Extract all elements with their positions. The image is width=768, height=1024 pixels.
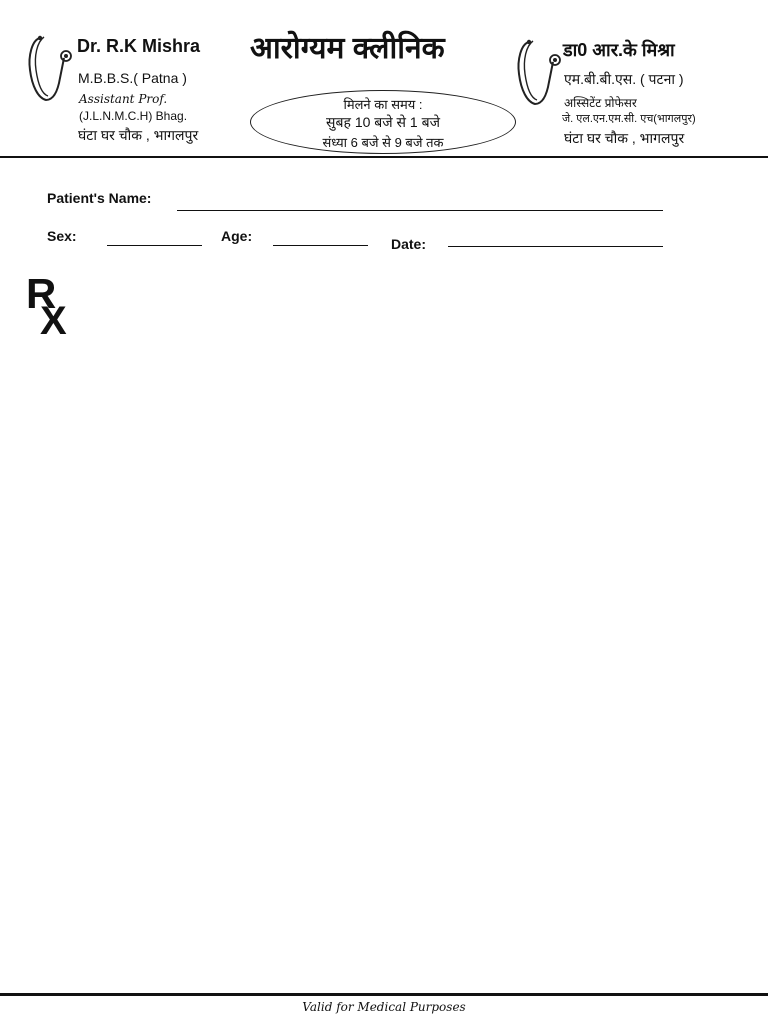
clinic-address-right: घंटा घर चौक , भागलपुर xyxy=(564,130,685,146)
doctor-degree-hindi: एम.बी.बी.एस. ( पटना ) xyxy=(564,71,684,87)
rx-symbol xyxy=(26,272,86,338)
clinic-title: आरोग्यम क्लीनिक xyxy=(250,32,445,65)
doctor-name-hindi: डा0 आर.के मिश्रा xyxy=(563,40,675,60)
timing-oval xyxy=(250,90,516,154)
stethoscope-icon-right xyxy=(515,38,565,110)
timing-morning: सुबह 10 बजे से 1 बजे xyxy=(326,114,440,130)
age-line[interactable] xyxy=(273,245,368,246)
doctor-degree-english: M.B.B.S.( Patna ) xyxy=(78,70,187,86)
rx-r: R xyxy=(26,272,57,317)
age-label: Age: xyxy=(221,228,253,244)
footer-text: Valid for Medical Purposes xyxy=(302,1000,466,1014)
timing-evening: संध्या 6 बजे से 9 बजे तक xyxy=(322,135,444,150)
sex-line[interactable] xyxy=(107,245,202,246)
doctor-institution-hindi: जे. एल.एन.एम.सी. एच(भागलपुर) xyxy=(562,113,696,125)
doctor-position-english: Assistant Prof. xyxy=(79,92,168,106)
doctor-position-hindi: अस्सिटेंट प्रोफेसर xyxy=(564,96,637,110)
footer-divider xyxy=(0,993,768,996)
stethoscope-icon-left xyxy=(26,34,76,106)
patient-name-label: Patient's Name: xyxy=(47,190,152,206)
header-divider xyxy=(0,156,768,158)
patient-name-line[interactable] xyxy=(177,210,663,211)
timing-label: मिलने का समय : xyxy=(343,97,423,112)
date-line[interactable] xyxy=(448,246,663,247)
doctor-name-english: Dr. R.K Mishra xyxy=(77,36,201,56)
doctor-institution-english: (J.L.N.M.C.H) Bhag. xyxy=(79,109,188,123)
clinic-address-left: घंटा घर चौक , भागलपुर xyxy=(78,127,199,143)
sex-label: Sex: xyxy=(47,228,77,244)
date-label: Date: xyxy=(391,236,427,252)
rx-x: X xyxy=(40,299,67,338)
